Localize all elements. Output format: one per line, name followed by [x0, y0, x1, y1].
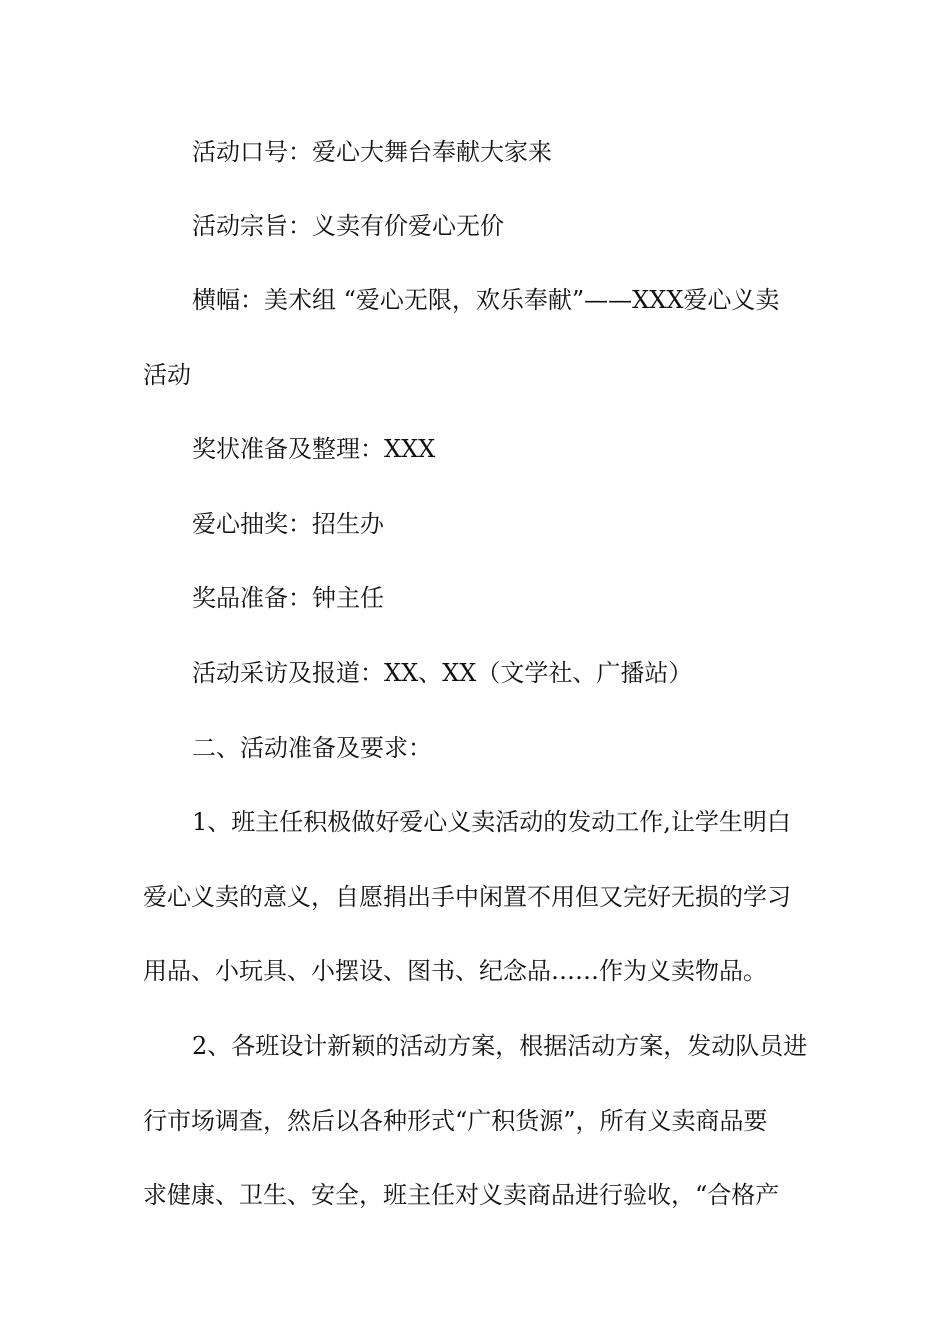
paragraph-1-line-1: 1、班主任积极做好爱心义卖活动的发动工作,让学生明白 [192, 808, 791, 836]
banner-line-continued: 活动 [143, 361, 191, 389]
banner-line: 横幅：美术组 “爱心无限，欢乐奉献”——XXX爱心义卖 [192, 286, 780, 314]
section-heading: 二、活动准备及要求： [192, 734, 432, 762]
prize-line: 奖品准备：钟主任 [192, 584, 384, 612]
lottery-line: 爱心抽奖：招生办 [192, 510, 384, 538]
paragraph-1-line-2: 爱心义卖的意义，自愿捐出手中闲置不用但又完好无损的学习 [143, 883, 791, 911]
slogan-line: 活动口号：爱心大舞台奉献大家来 [192, 138, 552, 166]
paragraph-2-line-2: 行市场调查，然后以各种形式“广积货源”，所有义卖商品要 [143, 1107, 768, 1135]
purpose-line: 活动宗旨：义卖有价爱心无价 [192, 212, 504, 240]
paragraph-2-line-1: 2、各班设计新颖的活动方案，根据活动方案，发动队员进 [192, 1032, 808, 1060]
paragraph-2-line-3: 求健康、卫生、安全，班主任对义卖商品进行验收，“合格产 [143, 1181, 780, 1209]
paragraph-1-line-3: 用品、小玩具、小摆设、图书、纪念品……作为义卖物品。 [143, 957, 767, 985]
certificate-line: 奖状准备及整理：XXX [192, 435, 436, 463]
interview-line: 活动采访及报道：XX、XX（文学社、广播站） [192, 659, 693, 687]
